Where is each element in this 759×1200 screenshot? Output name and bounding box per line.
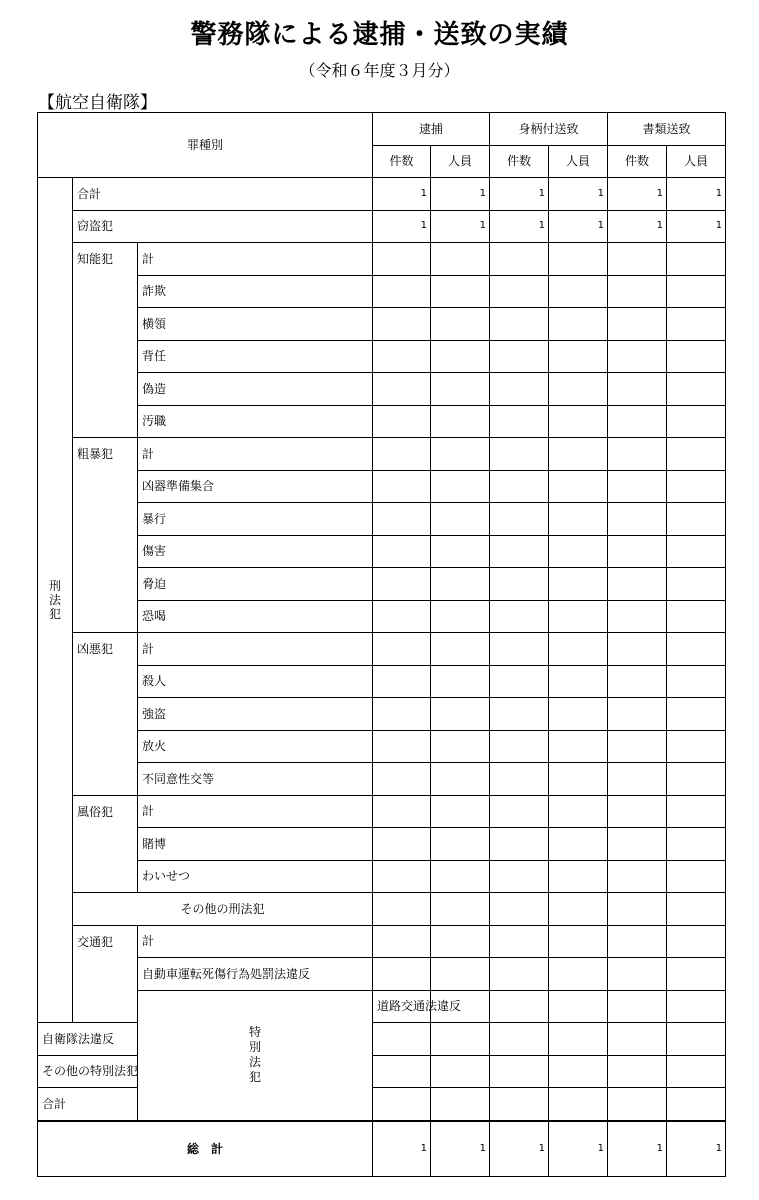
- empty-cell: [549, 665, 608, 698]
- empty-cell: [431, 893, 490, 926]
- empty-cell: [608, 470, 667, 503]
- empty-cell: [373, 405, 431, 438]
- empty-cell: [373, 1023, 431, 1056]
- empty-cell: [608, 568, 667, 601]
- empty-cell: [490, 893, 549, 926]
- empty-cell: [667, 438, 726, 471]
- empty-cell: [373, 243, 431, 276]
- table-row: [38, 958, 726, 991]
- empty-cell: [431, 275, 490, 308]
- empty-cell: [667, 665, 726, 698]
- empty-cell: [549, 373, 608, 406]
- empty-cell: [549, 405, 608, 438]
- header-sub: 人員: [431, 145, 490, 178]
- item-label: 凶器準備集合: [138, 470, 373, 503]
- empty-cell: [608, 860, 667, 893]
- table-row: [38, 925, 726, 958]
- empty-cell: [431, 925, 490, 958]
- header-sub: 件数: [608, 145, 667, 178]
- empty-cell: [549, 438, 608, 471]
- empty-cell: [667, 275, 726, 308]
- empty-cell: [431, 795, 490, 828]
- cell-value: 1: [490, 210, 549, 243]
- empty-cell: [608, 828, 667, 861]
- empty-cell: [608, 1055, 667, 1088]
- cell-value: 1: [490, 1121, 549, 1177]
- empty-cell: [608, 925, 667, 958]
- empty-cell: [373, 665, 431, 698]
- table-row: [38, 633, 726, 666]
- empty-cell: [667, 535, 726, 568]
- empty-cell: [608, 373, 667, 406]
- empty-cell: [490, 600, 549, 633]
- empty-cell: [431, 860, 490, 893]
- table-row: [38, 698, 726, 731]
- empty-cell: [431, 535, 490, 568]
- item-label: 賭博: [138, 828, 373, 861]
- table-row: [38, 600, 726, 633]
- row-label: 自衛隊法違反: [38, 1023, 138, 1056]
- empty-cell: [431, 503, 490, 536]
- empty-cell: [549, 925, 608, 958]
- cell-value: 1: [667, 210, 726, 243]
- empty-cell: [490, 860, 549, 893]
- empty-cell: [490, 698, 549, 731]
- empty-cell: [549, 633, 608, 666]
- empty-cell: [490, 730, 549, 763]
- empty-cell: [608, 893, 667, 926]
- item-label: 脅迫: [138, 568, 373, 601]
- item-label: 計: [138, 925, 373, 958]
- empty-cell: [549, 340, 608, 373]
- empty-cell: [667, 860, 726, 893]
- empty-cell: [667, 373, 726, 406]
- empty-cell: [549, 470, 608, 503]
- row-label: 総 計: [38, 1121, 373, 1177]
- item-label: わいせつ: [138, 860, 373, 893]
- item-label: 汚職: [138, 405, 373, 438]
- empty-cell: [608, 665, 667, 698]
- item-label: 計: [138, 633, 373, 666]
- empty-cell: [373, 600, 431, 633]
- empty-cell: [431, 828, 490, 861]
- empty-cell: [667, 1088, 726, 1121]
- empty-cell: [431, 1055, 490, 1088]
- empty-cell: [608, 308, 667, 341]
- empty-cell: [431, 568, 490, 601]
- empty-cell: [373, 633, 431, 666]
- cell-value: 1: [608, 210, 667, 243]
- cell-value: 1: [549, 1121, 608, 1177]
- empty-cell: [431, 698, 490, 731]
- page-subtitle: （令和６年度３月分）: [299, 61, 460, 80]
- table-row: [38, 665, 726, 698]
- empty-cell: [549, 958, 608, 991]
- cell-value: 1: [431, 178, 490, 211]
- empty-cell: [431, 1023, 490, 1056]
- grand-total-row: [38, 1121, 726, 1177]
- table-row: [38, 503, 726, 536]
- empty-cell: [490, 340, 549, 373]
- row-label: 窃盗犯: [73, 210, 373, 243]
- row-label: その他の刑法犯: [73, 893, 373, 926]
- empty-cell: [490, 1023, 549, 1056]
- group-label: 風俗犯: [73, 795, 138, 893]
- empty-cell: [431, 243, 490, 276]
- header-sub: 人員: [667, 145, 726, 178]
- cell-value: 1: [373, 210, 431, 243]
- table-row: [38, 828, 726, 861]
- empty-cell: [608, 405, 667, 438]
- empty-cell: [549, 730, 608, 763]
- table-row: [38, 470, 726, 503]
- empty-cell: [490, 275, 549, 308]
- empty-cell: [490, 438, 549, 471]
- empty-cell: [373, 275, 431, 308]
- empty-cell: [608, 275, 667, 308]
- group-label: 凶悪犯: [73, 633, 138, 796]
- empty-cell: [608, 763, 667, 796]
- item-label: 傷害: [138, 535, 373, 568]
- empty-cell: [549, 243, 608, 276]
- table-row: [38, 308, 726, 341]
- table-row: [38, 730, 726, 763]
- empty-cell: [490, 665, 549, 698]
- row-label: その他の特別法犯: [38, 1055, 138, 1088]
- item-label: 強盗: [138, 698, 373, 731]
- empty-cell: [373, 535, 431, 568]
- empty-cell: [608, 633, 667, 666]
- empty-cell: [373, 1088, 431, 1121]
- item-label: 詐欺: [138, 275, 373, 308]
- empty-cell: [431, 1088, 490, 1121]
- empty-cell: [431, 405, 490, 438]
- empty-cell: [549, 600, 608, 633]
- table-row: [38, 535, 726, 568]
- empty-cell: [373, 795, 431, 828]
- empty-cell: [490, 958, 549, 991]
- empty-cell: [667, 698, 726, 731]
- empty-cell: [490, 763, 549, 796]
- item-label: 計: [138, 243, 373, 276]
- item-label: 不同意性交等: [138, 763, 373, 796]
- row-label: 合計: [73, 178, 373, 211]
- empty-cell: [431, 665, 490, 698]
- row-label: 合計: [38, 1088, 138, 1121]
- special-law-side-label: 特 別 法 犯: [138, 990, 373, 1121]
- empty-cell: [431, 958, 490, 991]
- empty-cell: [549, 1055, 608, 1088]
- empty-cell: [608, 600, 667, 633]
- empty-cell: [667, 958, 726, 991]
- criminal-law-side-label: 刑 法 犯: [38, 178, 73, 1023]
- empty-cell: [549, 275, 608, 308]
- empty-cell: [667, 340, 726, 373]
- empty-cell: [608, 1023, 667, 1056]
- empty-cell: [490, 828, 549, 861]
- empty-cell: [608, 340, 667, 373]
- empty-cell: [667, 1023, 726, 1056]
- group-label: 交通犯: [73, 925, 138, 1023]
- empty-cell: [373, 373, 431, 406]
- header-sub: 人員: [549, 145, 608, 178]
- item-label: 殺人: [138, 665, 373, 698]
- item-label: 恐喝: [138, 600, 373, 633]
- header-sub: 件数: [490, 145, 549, 178]
- cell-value: 1: [549, 178, 608, 211]
- cell-value: 1: [667, 1121, 726, 1177]
- cell-value: 1: [608, 178, 667, 211]
- empty-cell: [608, 438, 667, 471]
- item-label: 横領: [138, 308, 373, 341]
- table-row: [38, 438, 726, 471]
- empty-cell: [549, 568, 608, 601]
- empty-cell: [373, 730, 431, 763]
- empty-cell: [490, 990, 549, 1023]
- empty-cell: [608, 730, 667, 763]
- empty-cell: [608, 503, 667, 536]
- empty-cell: [373, 925, 431, 958]
- header-row-1: [38, 113, 726, 146]
- empty-cell: [431, 600, 490, 633]
- empty-cell: [490, 633, 549, 666]
- page-title: 警務隊による逮捕・送致の実績: [190, 20, 569, 50]
- header-group-arrest: 逮捕: [373, 113, 490, 146]
- header-group-custody: 身柄付送致: [490, 113, 608, 146]
- item-label: 計: [138, 795, 373, 828]
- table-row: [38, 860, 726, 893]
- empty-cell: [373, 828, 431, 861]
- empty-cell: [667, 925, 726, 958]
- empty-cell: [549, 1088, 608, 1121]
- empty-cell: [490, 243, 549, 276]
- cell-value: 1: [431, 1121, 490, 1177]
- empty-cell: [549, 860, 608, 893]
- empty-cell: [373, 340, 431, 373]
- empty-cell: [667, 730, 726, 763]
- group-label: 粗暴犯: [73, 438, 138, 633]
- empty-cell: [549, 503, 608, 536]
- empty-cell: [549, 990, 608, 1023]
- empty-cell: [608, 243, 667, 276]
- empty-cell: [431, 763, 490, 796]
- empty-cell: [490, 925, 549, 958]
- cell-value: 1: [490, 178, 549, 211]
- empty-cell: [549, 1023, 608, 1056]
- header-sub: 件数: [373, 145, 431, 178]
- cell-value: 1: [373, 178, 431, 211]
- empty-cell: [373, 308, 431, 341]
- empty-cell: [373, 958, 431, 991]
- empty-cell: [667, 600, 726, 633]
- empty-cell: [667, 405, 726, 438]
- empty-cell: [490, 1088, 549, 1121]
- empty-cell: [667, 893, 726, 926]
- cell-value: 1: [667, 178, 726, 211]
- empty-cell: [549, 698, 608, 731]
- empty-cell: [431, 470, 490, 503]
- empty-cell: [549, 893, 608, 926]
- empty-cell: [373, 698, 431, 731]
- empty-cell: [373, 568, 431, 601]
- empty-cell: [373, 503, 431, 536]
- table-row: [38, 373, 726, 406]
- empty-cell: [667, 763, 726, 796]
- item-label: 暴行: [138, 503, 373, 536]
- empty-cell: [490, 1055, 549, 1088]
- empty-cell: [373, 470, 431, 503]
- table-row: [38, 340, 726, 373]
- table-row: [38, 893, 726, 926]
- empty-cell: [549, 308, 608, 341]
- item-label: 背任: [138, 340, 373, 373]
- item-label: 道路交通法違反: [373, 990, 431, 1023]
- item-label: 放火: [138, 730, 373, 763]
- table-row: [38, 990, 726, 1023]
- empty-cell: [431, 340, 490, 373]
- empty-cell: [667, 795, 726, 828]
- empty-cell: [667, 1055, 726, 1088]
- empty-cell: [667, 990, 726, 1023]
- empty-cell: [490, 535, 549, 568]
- table-row: [38, 763, 726, 796]
- empty-cell: [667, 503, 726, 536]
- table-row: [38, 178, 726, 211]
- table-row: [38, 275, 726, 308]
- header-group-documents: 書類送致: [608, 113, 726, 146]
- empty-cell: [667, 633, 726, 666]
- table-row: [38, 568, 726, 601]
- cell-value: 1: [608, 1121, 667, 1177]
- empty-cell: [667, 470, 726, 503]
- empty-cell: [431, 730, 490, 763]
- empty-cell: [431, 308, 490, 341]
- item-label: 偽造: [138, 373, 373, 406]
- empty-cell: [667, 568, 726, 601]
- empty-cell: [549, 535, 608, 568]
- empty-cell: [608, 958, 667, 991]
- table-row: [38, 243, 726, 276]
- table-row: [38, 795, 726, 828]
- empty-cell: [490, 568, 549, 601]
- header-category: 罪種別: [38, 113, 373, 178]
- item-label: 計: [138, 438, 373, 471]
- empty-cell: [373, 438, 431, 471]
- empty-cell: [373, 860, 431, 893]
- empty-cell: [667, 308, 726, 341]
- empty-cell: [549, 763, 608, 796]
- empty-cell: [667, 243, 726, 276]
- empty-cell: [431, 373, 490, 406]
- empty-cell: [490, 405, 549, 438]
- empty-cell: [549, 795, 608, 828]
- item-label: 自動車運転死傷行為処罰法違反: [138, 958, 373, 991]
- empty-cell: [608, 698, 667, 731]
- empty-cell: [549, 828, 608, 861]
- table-row: [38, 210, 726, 243]
- empty-cell: [490, 503, 549, 536]
- empty-cell: [373, 1055, 431, 1088]
- arrest-report-table: [37, 112, 726, 1177]
- empty-cell: [431, 633, 490, 666]
- empty-cell: [490, 470, 549, 503]
- empty-cell: [373, 763, 431, 796]
- empty-cell: [490, 373, 549, 406]
- empty-cell: [608, 990, 667, 1023]
- empty-cell: [490, 795, 549, 828]
- section-label: 【航空自衛隊】: [38, 93, 157, 113]
- cell-value: 1: [549, 210, 608, 243]
- cell-value: 1: [373, 1121, 431, 1177]
- empty-cell: [431, 438, 490, 471]
- empty-cell: [490, 308, 549, 341]
- empty-cell: [373, 893, 431, 926]
- empty-cell: [608, 795, 667, 828]
- group-label: 知能犯: [73, 243, 138, 438]
- empty-cell: [667, 828, 726, 861]
- empty-cell: [608, 1088, 667, 1121]
- empty-cell: [608, 535, 667, 568]
- table-row: [38, 405, 726, 438]
- cell-value: 1: [431, 210, 490, 243]
